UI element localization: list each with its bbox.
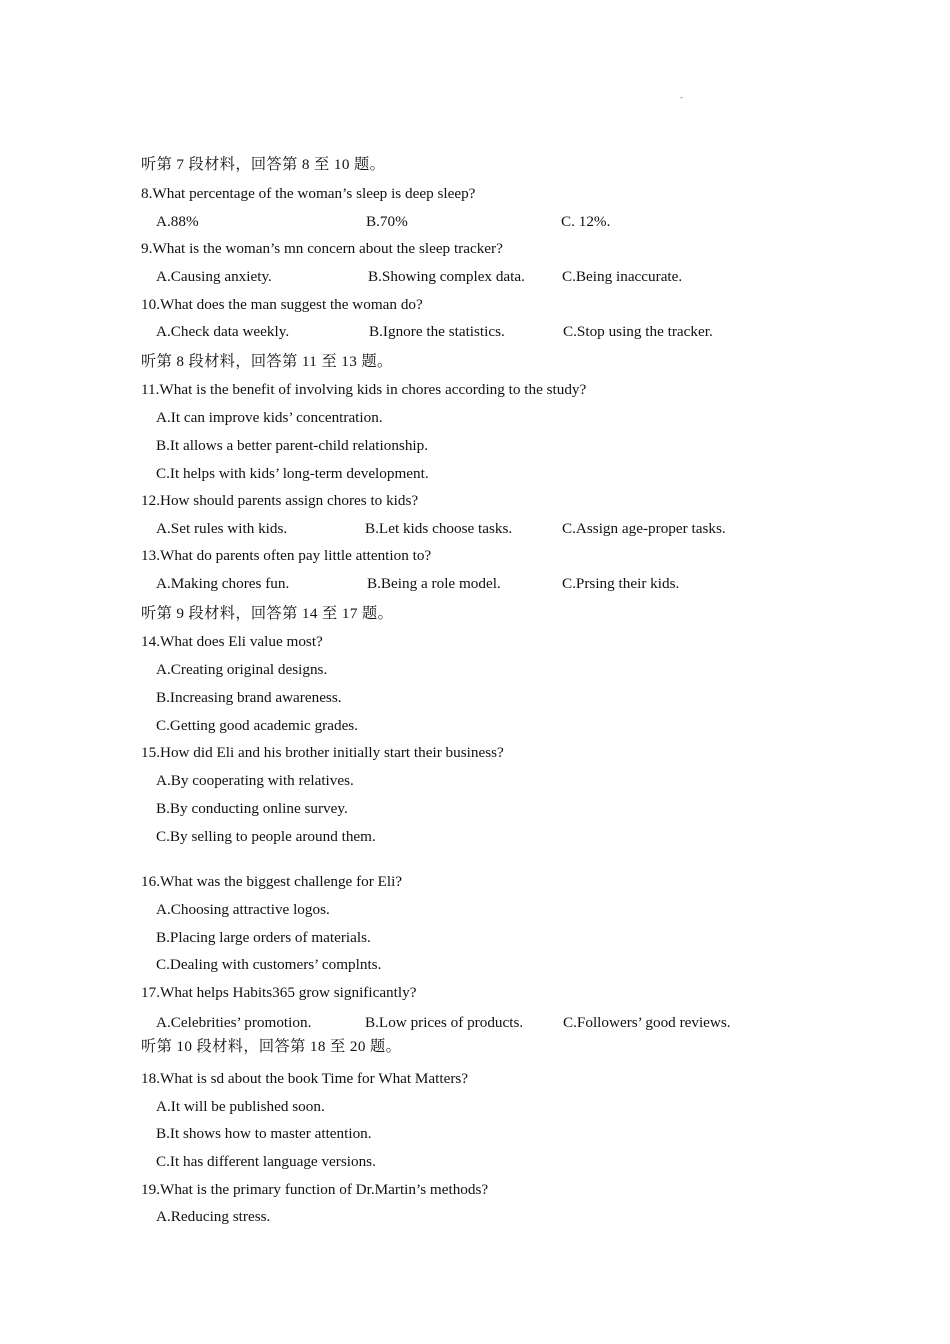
q18-option-c: C.It has different language versions. xyxy=(156,1153,376,1170)
question-12: 12.How should parents assign chores to kids? xyxy=(141,492,419,509)
q13-option-a: A.Making chores fun. xyxy=(156,575,290,592)
q15-option-a: A.By cooperating with relatives. xyxy=(156,772,354,789)
question-15: 15.How did Eli and his brother initially start their business? xyxy=(141,744,504,761)
q14-option-a: A.Creating original designs. xyxy=(156,661,328,678)
q14-option-c: C.Getting good academic grades. xyxy=(156,717,359,734)
q10-option-c: C.Stop using the tracker. xyxy=(563,323,713,340)
q8-option-c: C. 12%. xyxy=(561,213,611,230)
section-heading-7: 听第 7 段材料，回答第 8 至 10 题。 xyxy=(141,156,386,173)
q15-option-b: B.By conducting online survey. xyxy=(156,800,348,817)
question-13: 13.What do parents often pay little attention to? xyxy=(141,547,432,564)
q10-option-b: B.Ignore the statistics. xyxy=(369,323,505,340)
section-heading-9: 听第 9 段材料，回答第 14 至 17 题。 xyxy=(141,605,394,622)
q8-option-a: A.88% xyxy=(156,213,199,230)
header-mark: - xyxy=(680,92,683,102)
q17-option-c: C.Followers’ good reviews. xyxy=(563,1014,731,1031)
q11-option-a: A.It can improve kids’ concentration. xyxy=(156,409,383,426)
q19-option-a: A.Reducing stress. xyxy=(156,1208,271,1225)
q12-option-b: B.Let kids choose tasks. xyxy=(365,520,513,537)
q10-option-a: A.Check data weekly. xyxy=(156,323,290,340)
question-11: 11.What is the benefit of involving kids in chores according to the study? xyxy=(141,381,587,398)
question-19: 19.What is the primary function of Dr.Martin’s methods? xyxy=(141,1181,489,1198)
q13-option-c: C.Prsing their kids. xyxy=(562,575,680,592)
question-17: 17.What helps Habits365 grow significantly? xyxy=(141,984,417,1001)
section-heading-8: 听第 8 段材料，回答第 11 至 13 题。 xyxy=(141,353,393,370)
q16-option-a: A.Choosing attractive logos. xyxy=(156,901,330,918)
question-8: 8.What percentage of the woman’s sleep is deep sleep? xyxy=(141,185,476,202)
question-10: 10.What does the man suggest the woman do? xyxy=(141,296,423,313)
q11-option-c: C.It helps with kids’ long-term development. xyxy=(156,465,429,482)
q18-option-b: B.It shows how to master attention. xyxy=(156,1125,372,1142)
q14-option-b: B.Increasing brand awareness. xyxy=(156,689,342,706)
q16-option-b: B.Placing large orders of materials. xyxy=(156,929,371,946)
q9-option-c: C.Being inaccurate. xyxy=(562,268,683,285)
q9-option-a: A.Causing anxiety. xyxy=(156,268,272,285)
q17-option-b: B.Low prices of products. xyxy=(365,1014,524,1031)
q17-option-a: A.Celebrities’ promotion. xyxy=(156,1014,312,1031)
q11-option-b: B.It allows a better parent-child relationship. xyxy=(156,437,429,454)
q18-option-a: A.It will be published soon. xyxy=(156,1098,325,1115)
q8-option-b: B.70% xyxy=(366,213,408,230)
q16-option-c: C.Dealing with customers’ complnts. xyxy=(156,956,382,973)
q13-option-b: B.Being a role model. xyxy=(367,575,501,592)
q15-option-c: C.By selling to people around them. xyxy=(156,828,376,845)
question-9: 9.What is the woman’s mn concern about the sleep tracker? xyxy=(141,240,503,257)
question-14: 14.What does Eli value most? xyxy=(141,633,323,650)
question-18: 18.What is sd about the book Time for What Matters? xyxy=(141,1070,469,1087)
q12-option-c: C.Assign age-proper tasks. xyxy=(562,520,726,537)
q9-option-b: B.Showing complex data. xyxy=(368,268,525,285)
section-heading-10: 听第 10 段材料，回答第 18 至 20 题。 xyxy=(141,1038,402,1055)
question-16: 16.What was the biggest challenge for Eli? xyxy=(141,873,403,890)
q12-option-a: A.Set rules with kids. xyxy=(156,520,288,537)
